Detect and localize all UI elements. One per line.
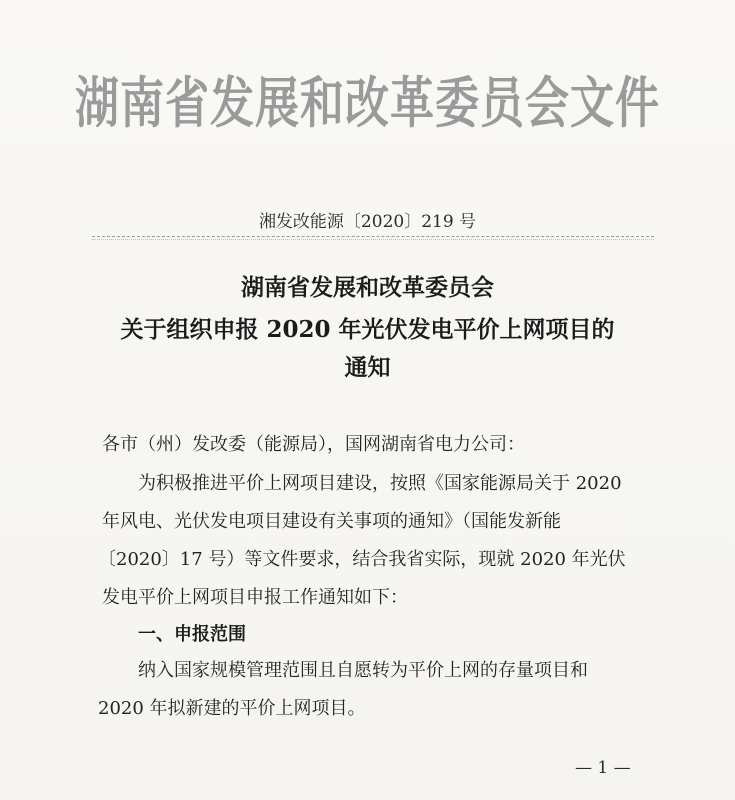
paragraph-1-line-3: 〔2020〕17 号）等文件要求，结合我省实际，现就 2020 年光伏 <box>98 549 626 570</box>
section-1-heading: 一、申报范围 <box>138 624 246 645</box>
paragraph-1-line-2: 年风电、光伏发电项目建设有关事项的通知》（国能发新能 <box>102 511 561 532</box>
paragraph-1-line-1: 为积极推进平价上网项目建设，按照《国家能源局关于 2020 <box>138 473 622 494</box>
header-divider <box>92 236 654 237</box>
page-number: — 1 — <box>575 758 631 778</box>
section-1-line-2: 2020 年拟新建的平价上网项目。 <box>98 698 366 719</box>
header-divider-secondary <box>92 239 654 240</box>
section-1-line-1: 纳入国家规模管理范围且自愿转为平价上网的存量项目和 <box>138 660 588 681</box>
title-line-1: 湖南省发展和改革委员会 <box>241 274 494 301</box>
title-line-3: 通知 <box>344 354 391 381</box>
title-line-2: 关于组织申报 2020 年光伏发电平价上网项目的 <box>120 316 615 343</box>
paragraph-1-line-4: 发电平价上网项目申报工作通知如下： <box>102 587 408 608</box>
document-number: 湘发改能源〔2020〕219 号 <box>258 212 477 232</box>
issuer-header-title: 湖南省发展和改革委员会文件 <box>75 71 660 136</box>
salutation: 各市（州）发改委（能源局），国网湖南省电力公司： <box>102 434 525 455</box>
